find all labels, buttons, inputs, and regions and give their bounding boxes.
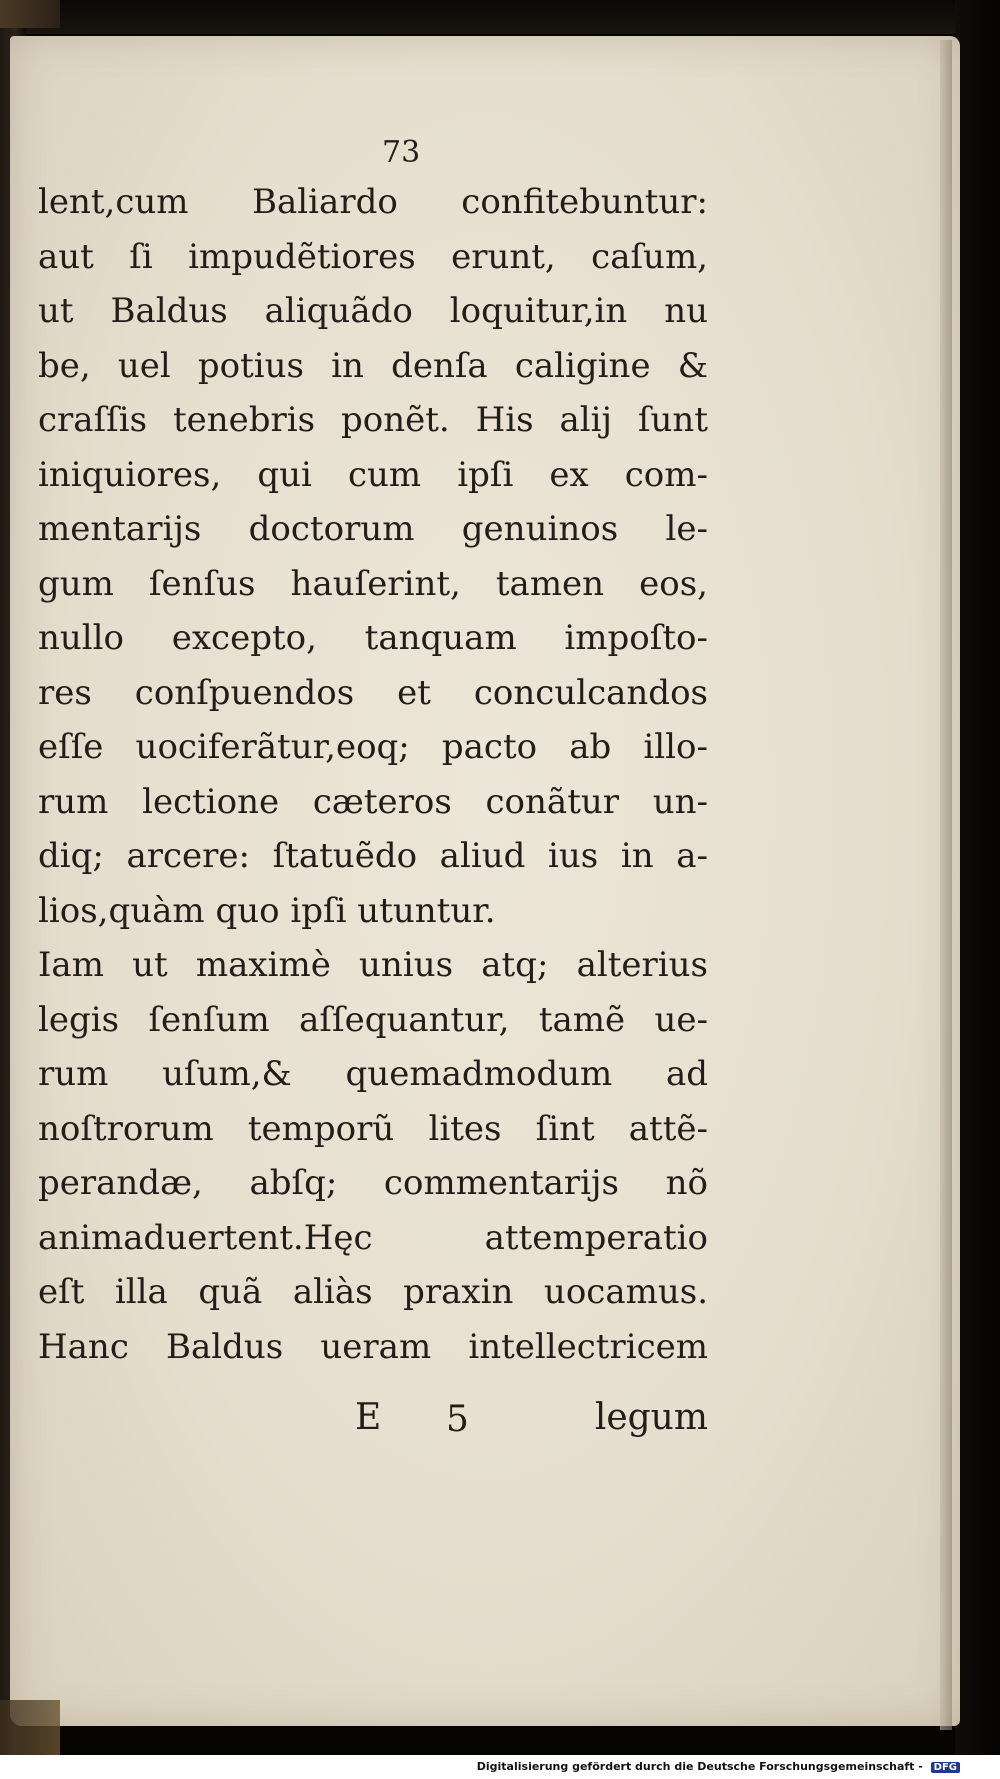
page-edge-shadow (940, 40, 952, 1730)
text-line: ut Baldus aliquãdo loquitur,in nu (38, 291, 708, 331)
text-line: mentarijs doctorum genuinos le- (38, 509, 708, 549)
text-line: nullo excepto, tanquam impoſto- (38, 618, 708, 658)
body-text (38, 175, 708, 1374)
page-footer-line (38, 1397, 708, 1453)
text-line: lios,quàm quo ipſi utuntur. (38, 890, 496, 931)
text-line: lent,cum Baliardo confitebuntur: (38, 182, 708, 222)
text-line: eſt illa quã aliàs praxin uocamus. (38, 1272, 708, 1312)
binding-corner-bottom (0, 1700, 60, 1755)
text-line: diq; arcere: ſtatuẽdo aliud ius in a- (38, 836, 708, 876)
text-line: rum uſum,& quemadmodum ad (38, 1054, 708, 1094)
catchword: legum (594, 1397, 708, 1438)
scan-top-border (0, 0, 1000, 34)
signature-number: 5 (446, 1399, 469, 1440)
text-line: be, uel potius in denſa caligine & (38, 345, 708, 386)
text-line: Iam ut maximè unius atq; alterius (38, 945, 708, 985)
text-line: perandæ, abſq; commentarijs nõ (38, 1163, 708, 1203)
text-line: iniquiores, qui cum ipſi ex com- (38, 454, 708, 495)
text-line: res conſpuendos et conculcandos (38, 672, 708, 713)
dfg-logo: DFG (931, 1762, 960, 1773)
scan-right-border (955, 0, 1000, 1779)
text-line: noſtrorum temporũ lites ſint attẽ- (38, 1108, 708, 1149)
digitization-credit (477, 1760, 960, 1773)
credit-text: Digitalisierung gefördert durch die Deutsche Forschungsgemeinschaft - (476, 1760, 923, 1773)
text-line: eſſe uociferãtur,eoq; pacto ab illo- (38, 727, 708, 767)
signature-mark: E (355, 1397, 382, 1438)
text-line: aut ſi impudẽtiores erunt, caſum, (38, 236, 708, 277)
text-line: craſſis tenebris ponẽt. His alij ſunt (38, 400, 708, 440)
text-line: rum lectione cæteros conãtur un- (38, 781, 708, 822)
text-line: animaduertent.Hęc attemperatio (38, 1217, 708, 1258)
binding-corner-top (0, 0, 60, 28)
text-line: Hanc Baldus ueram intellectricem (38, 1326, 708, 1367)
text-line: legis ſenſum aſſequantur, tamẽ ue- (38, 999, 708, 1040)
page-number: 73 (382, 135, 421, 170)
text-line: gum ſenſus hauſerint, tamen eos, (38, 563, 708, 604)
